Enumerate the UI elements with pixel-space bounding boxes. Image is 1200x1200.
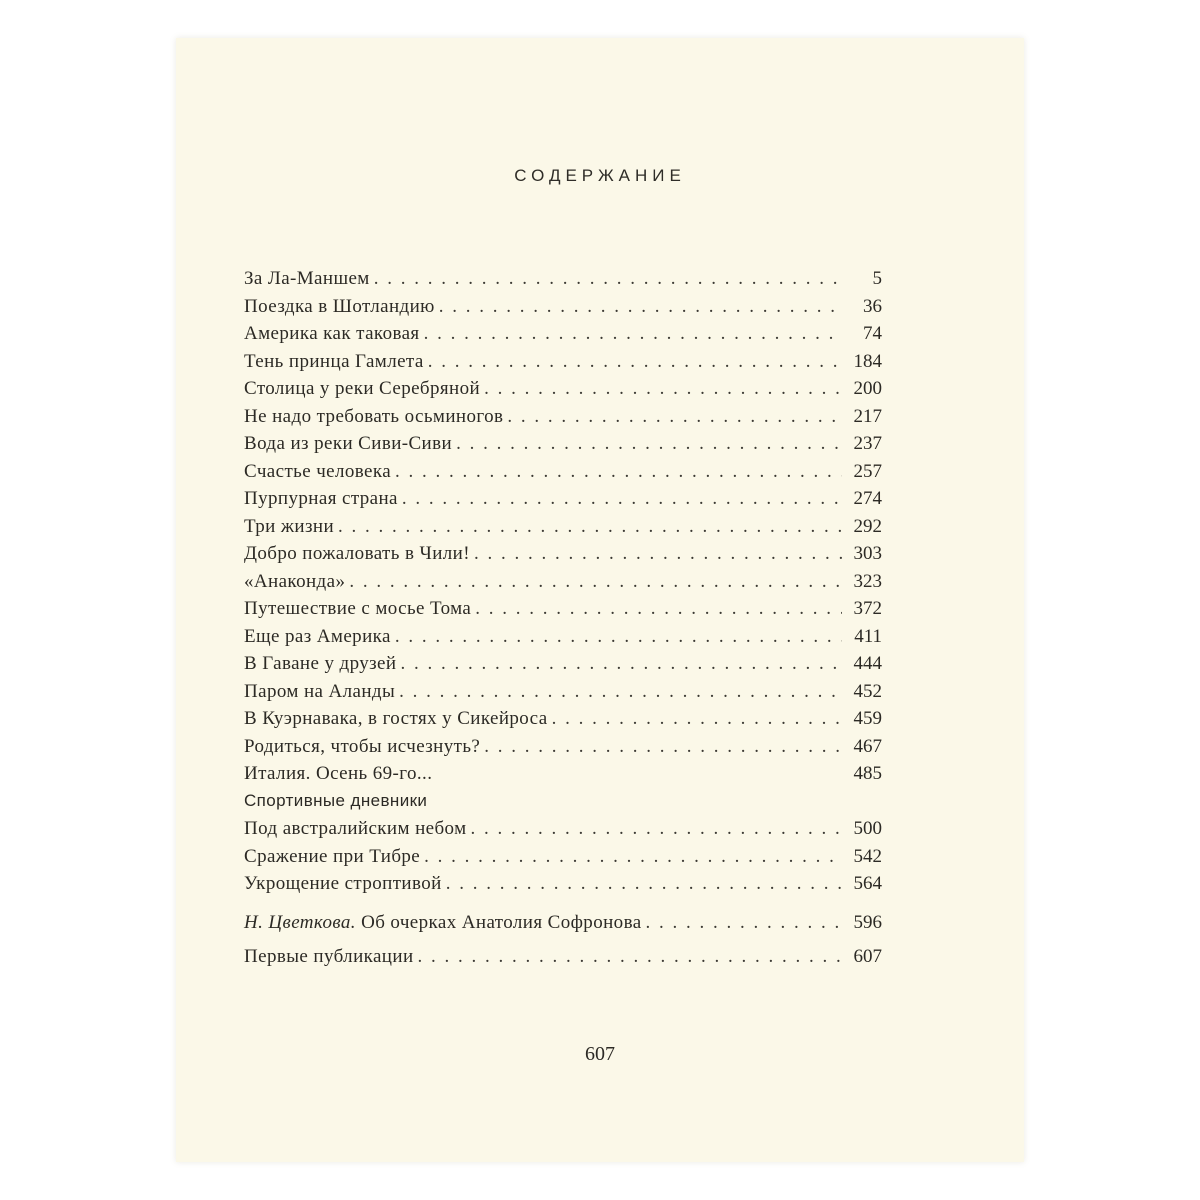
toc-entry-label xyxy=(244,912,642,934)
dot-leader xyxy=(395,461,842,483)
toc-entry-page: 411 xyxy=(854,625,882,647)
toc-entry-page: 5 xyxy=(872,268,882,289)
toc-entry-page: 372 xyxy=(853,598,882,619)
dot-leader xyxy=(507,406,842,428)
toc-entry-label: Родиться, чтобы исчезнуть? xyxy=(244,735,481,757)
toc-entry-publications xyxy=(244,946,882,980)
toc-entry-page: 485 xyxy=(853,763,882,784)
dot-leader xyxy=(424,323,842,345)
dot-leader xyxy=(428,351,842,373)
toc-entry-label: За Ла-Маншем xyxy=(244,268,370,289)
toc-entry-label: Укрощение строптивой xyxy=(244,873,442,894)
toc-entry xyxy=(244,461,882,489)
toc-entry-label: Путешествие с мосье Тома xyxy=(244,598,472,619)
toc-entry-page: 36 xyxy=(863,295,882,317)
toc-entry-page: 564 xyxy=(853,873,882,894)
toc-entry-page: 500 xyxy=(853,818,882,839)
toc-entry-page: 274 xyxy=(853,488,882,509)
toc-entry xyxy=(244,736,882,764)
dot-leader xyxy=(484,378,842,400)
dot-leader xyxy=(471,818,842,840)
toc-entry-page: 607 xyxy=(853,946,882,967)
toc-entry xyxy=(244,351,882,379)
toc-entry xyxy=(244,433,882,461)
afterword-title: Об очерках Анатолия Софронова xyxy=(361,912,642,933)
toc-entry xyxy=(244,598,882,626)
toc-entry xyxy=(244,681,882,709)
toc-entry-label: Америка как таковая xyxy=(244,323,420,344)
toc-entry xyxy=(244,873,882,896)
dot-leader xyxy=(374,268,842,290)
toc-entry xyxy=(244,818,882,846)
toc-entry xyxy=(244,708,882,736)
toc-entry-page: 596 xyxy=(853,912,882,933)
section-heading-label: Спортивные дневники xyxy=(244,790,428,810)
dot-leader xyxy=(484,736,842,758)
toc-entry-page: 217 xyxy=(853,405,882,427)
toc-entry-label: Тень принца Гамлета xyxy=(244,350,424,372)
toc-entry-page: 542 xyxy=(853,845,882,867)
afterword-author: Н. Цветкова. xyxy=(244,912,356,933)
toc-entry-page: 257 xyxy=(853,460,882,482)
toc-entry-page: 184 xyxy=(853,350,882,372)
toc-list xyxy=(244,268,882,980)
toc-entry-page: 303 xyxy=(853,543,882,564)
toc-entry-label: Под австралийским небом xyxy=(244,818,467,839)
toc-entry-page: 200 xyxy=(853,378,882,399)
page-title: СОДЕРЖАНИЕ xyxy=(514,166,686,185)
dot-leader xyxy=(552,708,842,730)
toc-entry-page: 237 xyxy=(853,433,882,454)
toc-entry-label: Добро пожаловать в Чили! xyxy=(244,543,470,564)
toc-entry-label: Не надо требовать осьминогов xyxy=(244,405,504,427)
toc-entry xyxy=(244,268,882,296)
dot-leader xyxy=(395,626,842,648)
toc-entry xyxy=(244,626,882,654)
toc-entry-page: 292 xyxy=(853,515,882,537)
toc-entry-label: Италия. Осень 69-го... xyxy=(244,763,433,784)
toc-entry-page: 452 xyxy=(853,680,882,702)
toc-entry-label: Первые публикации xyxy=(244,946,414,967)
toc-entry-page: 444 xyxy=(853,653,882,674)
dot-leader xyxy=(446,873,842,895)
page-number: 607 xyxy=(585,1043,615,1065)
toc-entry xyxy=(244,763,882,791)
toc-entry-label: В Куэрнавака, в гостях у Сикейроса xyxy=(244,708,548,729)
toc-entry-label: Еще раз Америка xyxy=(244,625,391,647)
toc-entry-afterword xyxy=(244,912,882,946)
dot-leader xyxy=(418,946,842,968)
dot-leader xyxy=(474,543,842,565)
toc-entry-label: «Анаконда» xyxy=(244,570,346,592)
dot-leader xyxy=(424,846,842,868)
dot-leader xyxy=(456,433,842,455)
toc-entry-label: Три жизни xyxy=(244,515,335,537)
toc-entry xyxy=(244,846,882,874)
book-page xyxy=(176,38,1024,1162)
toc-entry xyxy=(244,488,882,516)
toc-entry-page: 459 xyxy=(853,708,882,729)
toc-entry xyxy=(244,653,882,681)
dot-leader xyxy=(646,912,842,934)
toc-entry xyxy=(244,323,882,351)
toc-entry-label: Поездка в Шотландию xyxy=(244,295,435,317)
dot-leader xyxy=(439,296,842,318)
toc-entry-label: Пурпурная страна xyxy=(244,488,398,509)
toc-entry-page: 467 xyxy=(853,735,882,757)
toc-entry-label: Вода из реки Сиви-Сиви xyxy=(244,433,453,454)
section-heading xyxy=(244,791,882,819)
dot-leader xyxy=(402,488,842,510)
toc-entry xyxy=(244,516,882,544)
toc-entry-label: Паром на Аланды xyxy=(244,680,396,702)
toc-entry-page: 74 xyxy=(863,323,882,344)
dot-leader xyxy=(400,653,842,675)
dot-leader xyxy=(349,571,842,593)
dot-leader xyxy=(475,598,842,620)
toc-entry-label: Сражение при Тибре xyxy=(244,845,421,867)
toc-entry xyxy=(244,543,882,571)
toc-entry-label: В Гаване у друзей xyxy=(244,653,397,674)
dot-leader xyxy=(399,681,842,703)
dot-leader xyxy=(338,516,842,538)
toc-entry-label: Столица у реки Серебряной xyxy=(244,378,481,399)
spacer xyxy=(244,896,882,912)
toc-entry-label: Счастье человека xyxy=(244,460,392,482)
toc-entry-page: 323 xyxy=(853,570,882,592)
toc-entry xyxy=(244,296,882,324)
toc-entry xyxy=(244,406,882,434)
toc-entry xyxy=(244,571,882,599)
toc-entry xyxy=(244,378,882,406)
